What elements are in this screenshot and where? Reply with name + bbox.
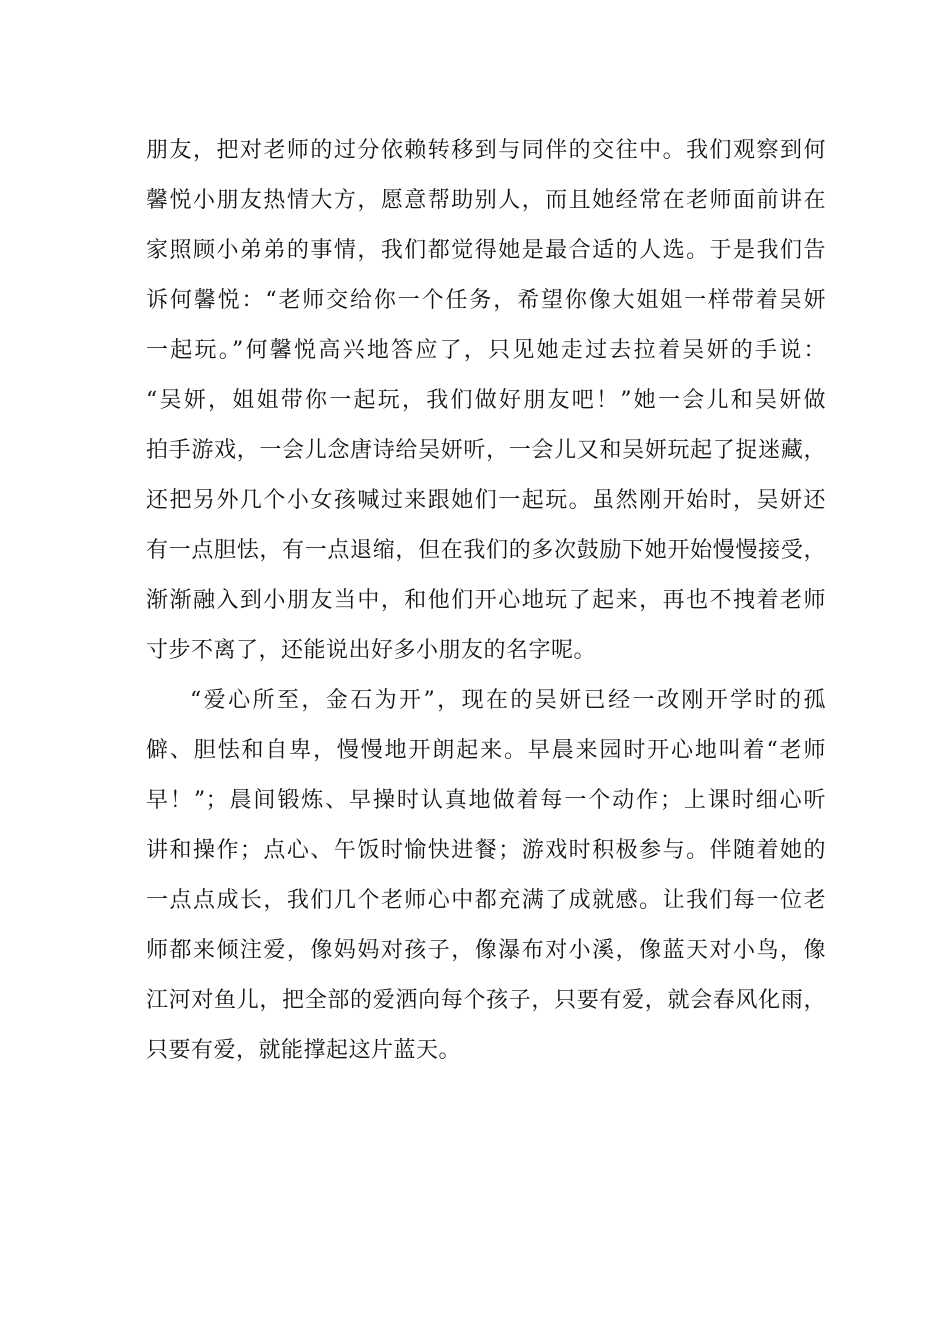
paragraph-2-line: 讲和操作；点心、午饭时愉快进餐；游戏时积极参与。伴随着她的	[146, 838, 826, 863]
paragraph-1-line: 馨悦小朋友热情大方，愿意帮助别人，而且她经常在老师面前讲在	[146, 188, 826, 213]
paragraph-1-line: 诉何馨悦：“老师交给你一个任务，希望你像大姐姐一样带着吴妍	[146, 288, 826, 313]
paragraph-1-line: 渐渐融入到小朋友当中，和他们开心地玩了起来，再也不拽着老师	[146, 588, 826, 613]
paragraph-1-line: 有一点胆怯，有一点退缩，但在我们的多次鼓励下她开始慢慢接受，	[146, 538, 826, 563]
paragraph-2-line: 一点点成长，我们几个老师心中都充满了成就感。让我们每一位老	[146, 888, 826, 913]
paragraph-1-line: 家照顾小弟弟的事情，我们都觉得她是最合适的人选。于是我们告	[146, 238, 826, 263]
paragraph-1-line: “吴妍，姐姐带你一起玩，我们做好朋友吧！”她一会儿和吴妍做	[146, 388, 826, 413]
paragraph-1-line: 拍手游戏，一会儿念唐诗给吴妍听，一会儿又和吴妍玩起了捉迷藏，	[146, 438, 826, 463]
paragraph-2-line: “爱心所至，金石为开”，现在的吴妍已经一改刚开学时的孤	[190, 688, 826, 713]
paragraph-2-line: 江河对鱼儿，把全部的爱洒向每个孩子，只要有爱，就会春风化雨，	[146, 988, 826, 1013]
paragraph-2-line: 僻、胆怯和自卑，慢慢地开朗起来。早晨来园时开心地叫着“老师	[146, 738, 826, 763]
paragraph-1-line: 朋友，把对老师的过分依赖转移到与同伴的交往中。我们观察到何	[146, 138, 826, 163]
paragraph-2-line: 只要有爱，就能撑起这片蓝天。	[146, 1038, 462, 1063]
paragraph-1-line: 还把另外几个小女孩喊过来跟她们一起玩。虽然刚开始时，吴妍还	[146, 488, 826, 513]
paragraph-1-line: 一起玩。”何馨悦高兴地答应了，只见她走过去拉着吴妍的手说：	[146, 338, 826, 363]
paragraph-1-line: 寸步不离了，还能说出好多小朋友的名字呢。	[146, 638, 597, 663]
paragraph-2-line: 早！”；晨间锻炼、早操时认真地做着每一个动作；上课时细心听	[146, 788, 826, 813]
paragraph-2-line: 师都来倾注爱，像妈妈对孩子，像瀑布对小溪，像蓝天对小鸟，像	[146, 938, 826, 963]
